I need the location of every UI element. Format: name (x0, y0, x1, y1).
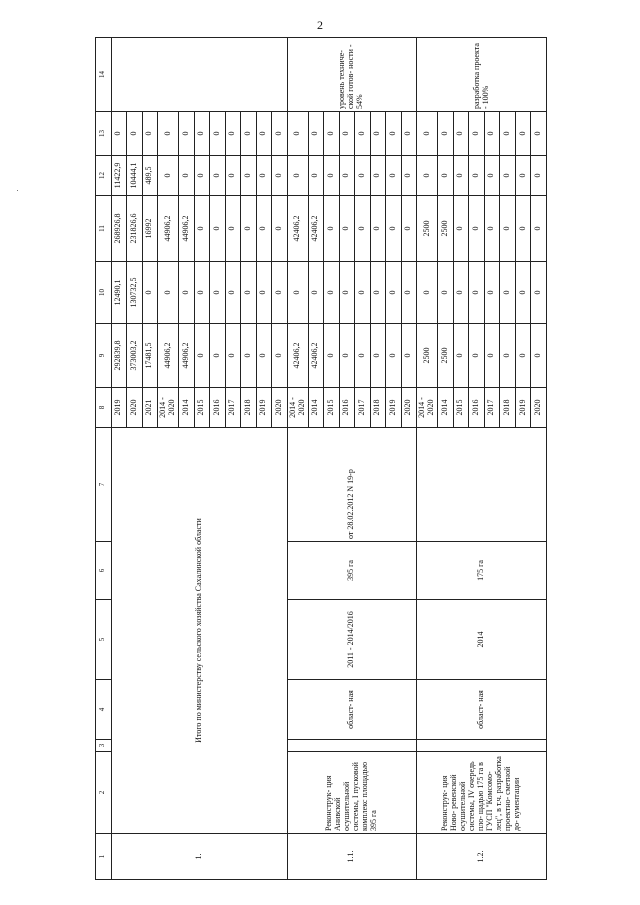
year-cell: 2015 (194, 388, 210, 428)
year-cell: 2018 (370, 388, 386, 428)
federal-cell: 0 (469, 262, 485, 324)
extra-budget-cell: 0 (469, 112, 485, 156)
local-cell: 0 (210, 156, 226, 196)
column-number-cell: 9 (96, 324, 112, 388)
extra-budget-cell: 0 (515, 112, 531, 156)
total-cell: 0 (256, 324, 272, 388)
regional-cell: 0 (324, 196, 340, 262)
note-cell: разработка проекта - 100% (417, 38, 547, 112)
total-cell: 17481,5 (142, 324, 158, 388)
total-cell: 0 (241, 324, 257, 388)
regional-cell: 0 (370, 196, 386, 262)
federal-cell: 0 (210, 262, 226, 324)
regional-cell: 0 (272, 196, 288, 262)
budget-level-cell: област- ная (287, 680, 417, 740)
local-cell: 0 (339, 156, 355, 196)
local-cell: 0 (417, 156, 438, 196)
federal-cell: 0 (158, 262, 179, 324)
regional-cell: 0 (256, 196, 272, 262)
federal-cell: 0 (515, 262, 531, 324)
extra-budget-cell: 0 (324, 112, 340, 156)
year-cell: 2018 (241, 388, 257, 428)
column-number-cell: 13 (96, 112, 112, 156)
year-cell: 2014 - 2020 (287, 388, 308, 428)
document-cell: от 28.02.2012 N 19-р (287, 428, 417, 542)
total-cell: 44906,2 (158, 324, 179, 388)
local-cell: 0 (225, 156, 241, 196)
federal-cell: 0 (401, 262, 417, 324)
federal-cell: 0 (179, 262, 195, 324)
federal-cell: 12490,1 (111, 262, 127, 324)
regional-cell: 2500 (438, 196, 454, 262)
extra-budget-cell: 0 (179, 112, 195, 156)
local-cell: 0 (287, 156, 308, 196)
extra-budget-cell: 0 (531, 112, 547, 156)
regional-cell: 44906,2 (158, 196, 179, 262)
extra-budget-cell: 0 (272, 112, 288, 156)
local-cell: 11422,9 (111, 156, 127, 196)
federal-cell: 130732,5 (127, 262, 143, 324)
local-cell: 0 (531, 156, 547, 196)
local-cell: 10444,1 (127, 156, 143, 196)
rotated-table-container (95, 38, 547, 880)
total-cell: 0 (453, 324, 469, 388)
total-label-cell: Итого по министерству сельского хозяйства Сахалинской области (111, 428, 287, 834)
regional-cell: 44906,2 (179, 196, 195, 262)
local-cell: 0 (438, 156, 454, 196)
note-cell (111, 38, 287, 112)
extra-budget-cell: 0 (484, 112, 500, 156)
row-number-cell: 1.1. (287, 834, 417, 880)
regional-cell: 0 (453, 196, 469, 262)
extra-budget-cell: 0 (308, 112, 324, 156)
extra-budget-cell: 0 (386, 112, 402, 156)
year-cell: 2017 (225, 388, 241, 428)
extra-budget-cell: 0 (241, 112, 257, 156)
federal-cell: 0 (386, 262, 402, 324)
row-number-cell: 1. (111, 834, 287, 880)
year-cell: 2016 (339, 388, 355, 428)
table-row (417, 38, 438, 880)
total-cell: 292839,8 (111, 324, 127, 388)
empty-cell (417, 740, 547, 752)
federal-cell: 0 (272, 262, 288, 324)
extra-budget-cell: 0 (111, 112, 127, 156)
federal-cell: 0 (225, 262, 241, 324)
local-cell: 0 (386, 156, 402, 196)
federal-cell: 0 (287, 262, 308, 324)
total-cell: 0 (531, 324, 547, 388)
column-number-cell: 14 (96, 38, 112, 112)
year-cell: 2020 (401, 388, 417, 428)
local-cell: 0 (401, 156, 417, 196)
column-number-cell: 11 (96, 196, 112, 262)
total-cell: 0 (324, 324, 340, 388)
year-cell: 2017 (484, 388, 500, 428)
year-cell: 2019 (386, 388, 402, 428)
regional-cell: 0 (484, 196, 500, 262)
regional-cell: 42406,2 (287, 196, 308, 262)
extra-budget-cell: 0 (339, 112, 355, 156)
year-cell: 2018 (500, 388, 516, 428)
year-cell: 2014 (308, 388, 324, 428)
column-number-cell: 10 (96, 262, 112, 324)
column-number-cell: 6 (96, 542, 112, 600)
extra-budget-cell: 0 (453, 112, 469, 156)
extra-budget-cell: 0 (210, 112, 226, 156)
extra-budget-cell: 0 (417, 112, 438, 156)
column-number-cell: 7 (96, 428, 112, 542)
total-cell: 0 (370, 324, 386, 388)
total-cell: 0 (386, 324, 402, 388)
object-name-cell: Реконструк- ция Анивской осушительной системы, I пусковой комплекс площадью 395 га (287, 752, 417, 834)
local-cell: 0 (194, 156, 210, 196)
period-cell: 2011 - 2014/2016 (287, 600, 417, 680)
federal-cell: 0 (417, 262, 438, 324)
regional-cell: 0 (469, 196, 485, 262)
object-name-cell: Реконструк- ция Ново- ревенской осушительной системы, IV очередь пло- щадью 175 га в ГУСП "Комсомо- лец", в т.ч. разработка проектно- сметной до- кументации (417, 752, 547, 834)
total-cell: 2500 (417, 324, 438, 388)
total-cell: 42406,2 (308, 324, 324, 388)
regional-cell: 231826,6 (127, 196, 143, 262)
year-cell: 2014 (438, 388, 454, 428)
local-cell: 0 (256, 156, 272, 196)
federal-cell: 0 (500, 262, 516, 324)
federal-cell: 0 (142, 262, 158, 324)
year-cell: 2015 (453, 388, 469, 428)
total-cell: 44906,2 (179, 324, 195, 388)
regional-cell: 2500 (417, 196, 438, 262)
federal-cell: 0 (370, 262, 386, 324)
local-cell: 0 (500, 156, 516, 196)
regional-cell: 0 (210, 196, 226, 262)
local-cell: 0 (355, 156, 371, 196)
regional-cell: 0 (355, 196, 371, 262)
year-cell: 2014 - 2020 (417, 388, 438, 428)
extra-budget-cell: 0 (287, 112, 308, 156)
program-finance-table (95, 37, 547, 880)
year-cell: 2017 (355, 388, 371, 428)
regional-cell: 0 (531, 196, 547, 262)
extra-budget-cell: 0 (225, 112, 241, 156)
local-cell: 0 (308, 156, 324, 196)
column-number-cell: 8 (96, 388, 112, 428)
table-row (287, 38, 308, 880)
year-cell: 2019 (256, 388, 272, 428)
federal-cell: 0 (438, 262, 454, 324)
year-cell: 2016 (469, 388, 485, 428)
total-cell: 0 (210, 324, 226, 388)
total-cell: 373003,2 (127, 324, 143, 388)
column-number-cell: 1 (96, 834, 112, 880)
table-row (111, 38, 127, 880)
federal-cell: 0 (355, 262, 371, 324)
regional-cell: 0 (241, 196, 257, 262)
regional-cell: 0 (194, 196, 210, 262)
regional-cell: 0 (500, 196, 516, 262)
regional-cell: 16992 (142, 196, 158, 262)
federal-cell: 0 (241, 262, 257, 324)
regional-cell: 0 (401, 196, 417, 262)
document-cell (417, 428, 547, 542)
table-body (96, 38, 547, 880)
federal-cell: 0 (531, 262, 547, 324)
local-cell: 0 (272, 156, 288, 196)
page-number: 2 (317, 18, 323, 32)
year-cell: 2020 (272, 388, 288, 428)
extra-budget-cell: 0 (256, 112, 272, 156)
regional-cell: 42406,2 (308, 196, 324, 262)
regional-cell: 0 (515, 196, 531, 262)
empty-cell (287, 740, 417, 752)
column-number-cell: 5 (96, 600, 112, 680)
year-cell: 2014 - 2020 (158, 388, 179, 428)
column-number-cell: 4 (96, 680, 112, 740)
column-number-cell: 12 (96, 156, 112, 196)
local-cell: 0 (179, 156, 195, 196)
column-number-cell: 2 (96, 752, 112, 834)
local-cell: 0 (370, 156, 386, 196)
regional-cell: 0 (339, 196, 355, 262)
period-cell: 2014 (417, 600, 547, 680)
federal-cell: 0 (256, 262, 272, 324)
total-cell: 0 (272, 324, 288, 388)
total-cell: 42406,2 (287, 324, 308, 388)
extra-budget-cell: 0 (500, 112, 516, 156)
year-cell: 2019 (111, 388, 127, 428)
federal-cell: 0 (324, 262, 340, 324)
scan-speck (17, 190, 18, 191)
local-cell: 489,5 (142, 156, 158, 196)
total-cell: 0 (225, 324, 241, 388)
year-cell: 2020 (531, 388, 547, 428)
total-cell: 0 (339, 324, 355, 388)
federal-cell: 0 (453, 262, 469, 324)
extra-budget-cell: 0 (438, 112, 454, 156)
local-cell: 0 (241, 156, 257, 196)
year-cell: 2016 (210, 388, 226, 428)
extra-budget-cell: 0 (355, 112, 371, 156)
federal-cell: 0 (194, 262, 210, 324)
total-cell: 0 (194, 324, 210, 388)
total-cell: 0 (355, 324, 371, 388)
year-cell: 2019 (515, 388, 531, 428)
regional-cell: 0 (386, 196, 402, 262)
year-cell: 2021 (142, 388, 158, 428)
local-cell: 0 (324, 156, 340, 196)
total-cell: 0 (500, 324, 516, 388)
local-cell: 0 (484, 156, 500, 196)
capacity-cell: 395 га (287, 542, 417, 600)
extra-budget-cell: 0 (127, 112, 143, 156)
local-cell: 0 (453, 156, 469, 196)
extra-budget-cell: 0 (194, 112, 210, 156)
column-number-row (96, 38, 112, 880)
row-number-cell: 1.2. (417, 834, 547, 880)
federal-cell: 0 (484, 262, 500, 324)
note-cell: уровень техниче- ской готов- ности - 54% (287, 38, 417, 112)
regional-cell: 268926,8 (111, 196, 127, 262)
federal-cell: 0 (339, 262, 355, 324)
year-cell: 2015 (324, 388, 340, 428)
rotated-table-sheet (95, 38, 547, 880)
column-number-cell: 3 (96, 740, 112, 752)
extra-budget-cell: 0 (370, 112, 386, 156)
year-cell: 2020 (127, 388, 143, 428)
federal-cell: 0 (308, 262, 324, 324)
extra-budget-cell: 0 (401, 112, 417, 156)
capacity-cell: 175 га (417, 542, 547, 600)
total-cell: 0 (515, 324, 531, 388)
extra-budget-cell: 0 (158, 112, 179, 156)
total-cell: 2500 (438, 324, 454, 388)
extra-budget-cell: 0 (142, 112, 158, 156)
total-cell: 0 (401, 324, 417, 388)
total-cell: 0 (469, 324, 485, 388)
total-cell: 0 (484, 324, 500, 388)
regional-cell: 0 (225, 196, 241, 262)
budget-level-cell: област- ная (417, 680, 547, 740)
local-cell: 0 (515, 156, 531, 196)
year-cell: 2014 (179, 388, 195, 428)
local-cell: 0 (158, 156, 179, 196)
local-cell: 0 (469, 156, 485, 196)
